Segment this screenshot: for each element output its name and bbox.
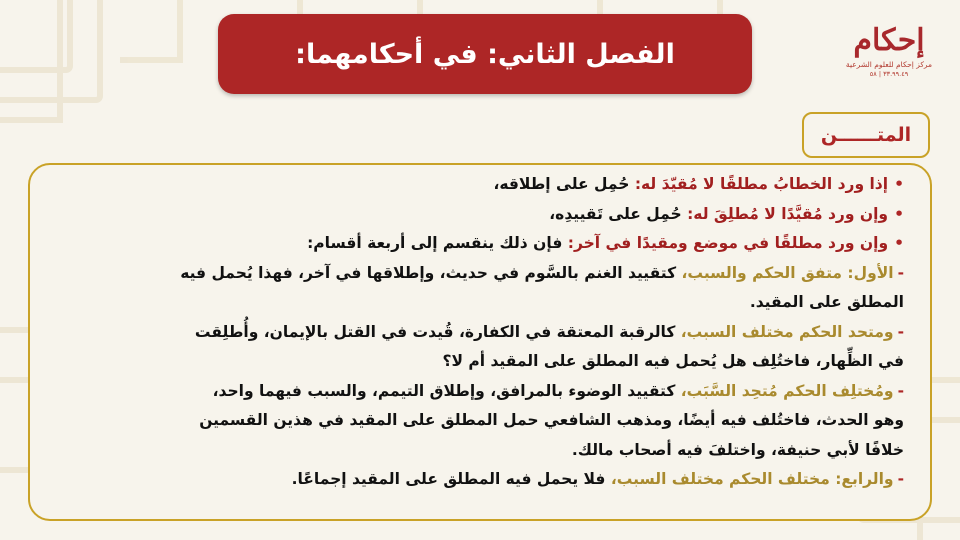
bullet-icon: • (894, 175, 904, 193)
matn-label-box (802, 112, 930, 158)
dash-icon: - (897, 381, 904, 400)
section-2-line-1: -ومتحد الحكم مختلف السبب، كالرقبة المعتقة في الكفارة، قُيدت في القتل بالإيمان، وأُطلِقت (194, 322, 904, 341)
bullet-icon: • (894, 204, 904, 223)
bullet-item-2: •وإن ورد مُقيَّدًا لا مُطلِقَ له: حُمِل على تَقييدِه، (549, 204, 904, 223)
dash-icon: - (897, 322, 904, 341)
section-3-line-1: -ومُختلِف الحكم مُتحِد السَّبَب، كتقييد الوضوء بالمرافق، وإطلاق التيمم، والسبب فيهما واحد، (212, 381, 904, 400)
section-4-line-1: -والرابع: مختلف الحكم مختلف السبب، فلا يحمل فيه المطلق على المقيد إجماعًا. (291, 470, 904, 488)
logo-mark: إحكام (853, 23, 925, 58)
logo (846, 24, 932, 96)
dash-icon: - (897, 470, 904, 488)
section-3-line-3: خلافًا لأبي حنيفة، واختلفَ فيه أصحاب مالك. (571, 440, 904, 459)
section-1-line-2: المطلق على المقيد. (749, 293, 904, 311)
matn-label: المتــــــن (820, 124, 912, 146)
content-body (62, 170, 904, 495)
section-2-line-2: في الظِّهار، فاختُلِف هل يُحمل فيه المطلق على المقيد أم لا؟ (442, 352, 904, 370)
section-3-line-2: وهو الحدث، فاختُلف فيه أيضًا، ومذهب الشافعي حمل المطلق على المقيد في هذين القسمين (199, 411, 904, 429)
page-title: الفصل الثاني: في أحكامهما: (295, 38, 675, 70)
bullet-item-3: •وإن ورد مطلقًا في موضع ومقيدًا في آخر: فإن ذلك ينقسم إلى أربعة أقسام: (307, 234, 904, 252)
logo-number: ٣٣.٩٩.٤٩ | ٥٨ (869, 70, 909, 78)
dash-icon: - (897, 263, 904, 282)
bullet-icon: • (894, 234, 904, 252)
logo-subtitle: مركز إحكام للعلوم الشرعية (845, 60, 933, 69)
section-1-line-1: -الأول: متفق الحكم والسبب، كتقييد الغنم بالسَّوم في حديث، وإطلاقها في آخر، فهذا يُحمل فيه (180, 263, 904, 282)
bullet-item-1: •إذا ورد الخطابُ مطلقًا لا مُقيّدَ له: حُمِل على إطلاقه، (493, 175, 904, 193)
title-banner (218, 14, 752, 94)
